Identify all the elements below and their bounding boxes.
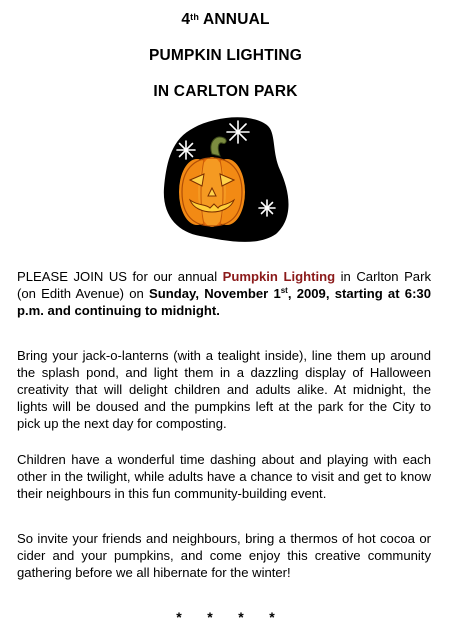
event-date-suffix: st [280,286,288,295]
star-divider: * [269,609,275,625]
invitation-intro: PLEASE JOIN US for our annual [17,269,223,284]
footer-stars [0,609,451,625]
title-line-annual [0,11,451,29]
title-line-event: PUMPKIN LIGHTING [148,47,303,64]
star-divider: * [238,609,244,625]
jack-o-lantern-icon [160,112,296,242]
event-time: , 2009, starting at 6:30 p.m. and continuing to midnight. [17,286,431,318]
title-number: 4 [181,11,191,28]
instructions-paragraph: Bring your jack-o-lanterns (with a tealight inside), line them up around the splash pond, and light them in a dazzling display of Halloween creativity that will delight children and adults alike. At midnight, the lights will be doused and the pumpkins left at the park for the City to pick up the next day for composting. [17,348,431,431]
title-ordinal-suffix: th [190,12,200,22]
community-paragraph: Children have a wonderful time dashing about and playing with each other in the twilight, while adults have a chance to visit and get to know their neighbours in this fun community-building event. [17,452,431,501]
title-annual-text: ANNUAL [199,11,270,28]
event-name-highlight: Pumpkin Lighting [222,269,336,284]
title-line-location: IN CARLTON PARK [153,83,298,100]
star-divider: * [176,609,182,625]
invitation-location: in Carlton Park (on Edith Avenue) on [17,269,431,301]
star-divider: * [207,609,213,625]
invitation-paragraph [17,268,431,319]
closing-paragraph: So invite your friends and neighbours, bring a thermos of hot cocoa or cider and your pumpkins, and come enjoy this creative community gathering before we all hibernate for the winter! [17,531,431,580]
event-date: Sunday, November 1 [149,286,281,301]
